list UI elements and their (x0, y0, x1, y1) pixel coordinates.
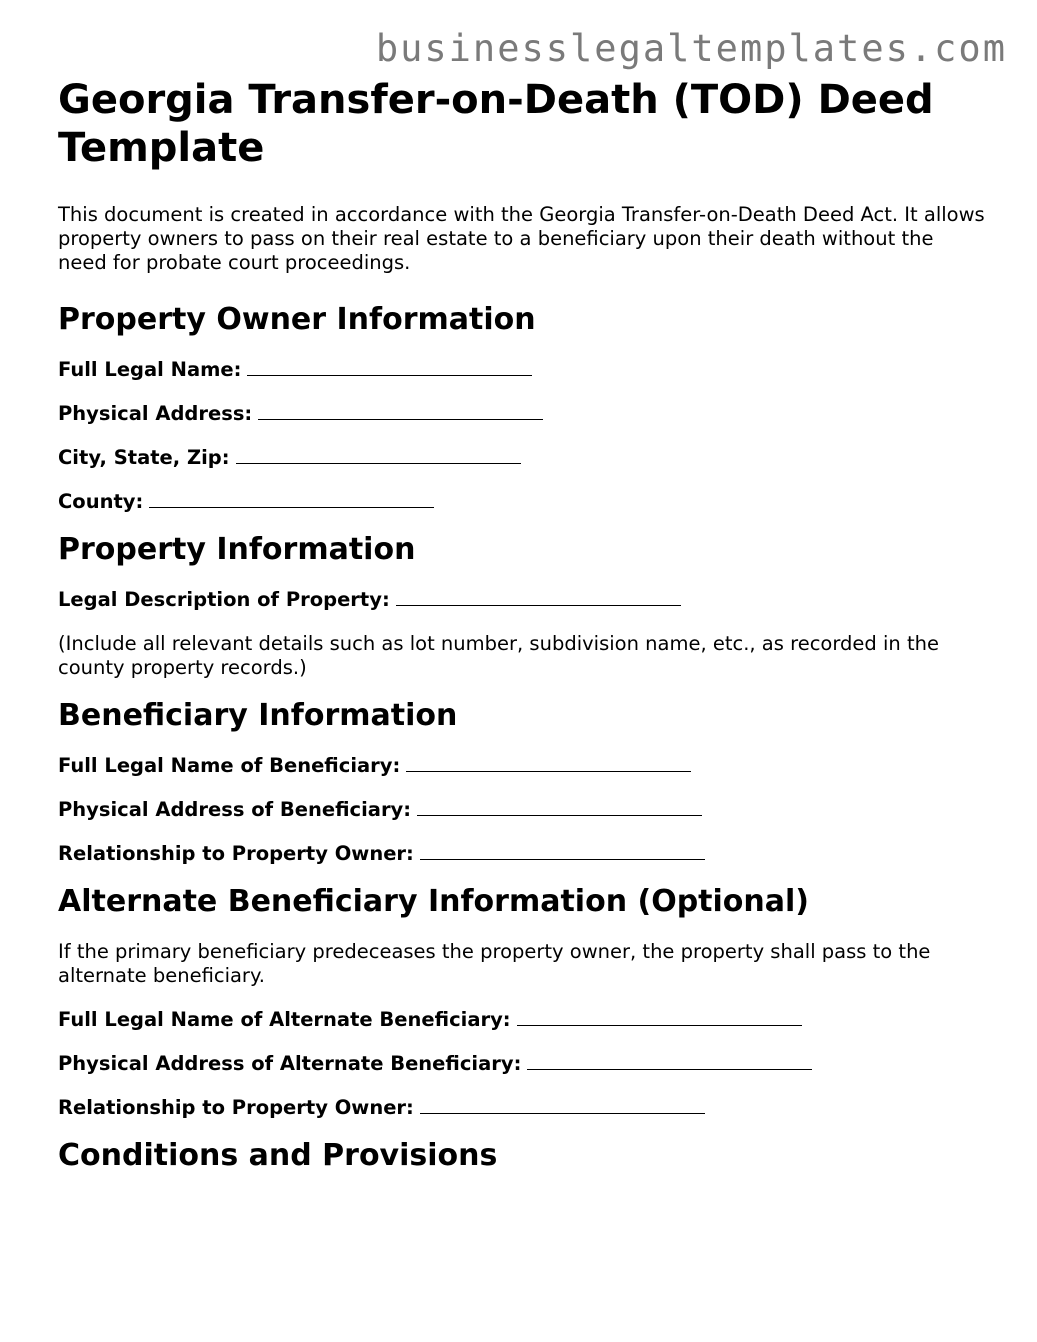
owner-address-label: Physical Address: (58, 402, 253, 425)
beneficiary-full-name-label: Full Legal Name of Beneficiary: (58, 754, 401, 777)
property-note: (Include all relevant details such as lot number, subdivision name, etc., as recorded in the county property records.) (58, 632, 939, 679)
alternate-relationship-field (58, 1096, 988, 1120)
intro-paragraph: This document is created in accordance with the Georgia Transfer-on-Death Deed Act. It allows property owners to pass on their real estate to a beneficiary upon their death without the need for probate court proceedings. (58, 203, 985, 274)
beneficiary-full-name-blank[interactable] (406, 754, 691, 772)
beneficiary-full-name-field (58, 754, 988, 778)
owner-county-label: County: (58, 490, 144, 513)
alternate-address-field (58, 1052, 988, 1076)
alternate-address-label: Physical Address of Alternate Beneficiary: (58, 1052, 522, 1075)
owner-county-field (58, 490, 988, 514)
conditions-heading: Conditions and Provisions (58, 1138, 498, 1173)
beneficiary-address-blank[interactable] (417, 798, 702, 816)
beneficiary-relationship-label: Relationship to Property Owner: (58, 842, 414, 865)
alternate-relationship-label: Relationship to Property Owner: (58, 1096, 414, 1119)
owner-city-blank[interactable] (236, 446, 521, 464)
alternate-full-name-field (58, 1008, 988, 1032)
alternate-relationship-blank[interactable] (420, 1096, 705, 1114)
owner-address-field (58, 402, 988, 426)
beneficiary-heading: Beneficiary Information (58, 698, 458, 733)
property-legal-description-field (58, 588, 988, 612)
alternate-full-name-label: Full Legal Name of Alternate Beneficiary: (58, 1008, 511, 1031)
owner-city-label: City, State, Zip: (58, 446, 230, 469)
property-legal-description-blank[interactable] (396, 588, 681, 606)
owner-county-blank[interactable] (149, 490, 434, 508)
beneficiary-relationship-blank[interactable] (420, 842, 705, 860)
alternate-paragraph: If the primary beneficiary predeceases the property owner, the property shall pass to the alternate beneficiary. (58, 940, 931, 987)
owner-full-name-field (58, 358, 988, 382)
owner-heading: Property Owner Information (58, 302, 536, 337)
watermark: businesslegaltemplates.com (375, 27, 1007, 70)
owner-city-field (58, 446, 988, 470)
document-title: Georgia Transfer-on-Death (TOD) Deed Template (58, 77, 934, 171)
owner-full-name-blank[interactable] (247, 358, 532, 376)
beneficiary-address-field (58, 798, 988, 822)
document-body (58, 76, 988, 1174)
beneficiary-address-label: Physical Address of Beneficiary: (58, 798, 412, 821)
owner-full-name-label: Full Legal Name: (58, 358, 242, 381)
property-legal-description-label: Legal Description of Property: (58, 588, 390, 611)
alternate-heading: Alternate Beneficiary Information (Optional) (58, 884, 810, 919)
alternate-address-blank[interactable] (527, 1052, 812, 1070)
beneficiary-relationship-field (58, 842, 988, 866)
owner-address-blank[interactable] (258, 402, 543, 420)
property-heading: Property Information (58, 532, 416, 567)
alternate-full-name-blank[interactable] (517, 1008, 802, 1026)
